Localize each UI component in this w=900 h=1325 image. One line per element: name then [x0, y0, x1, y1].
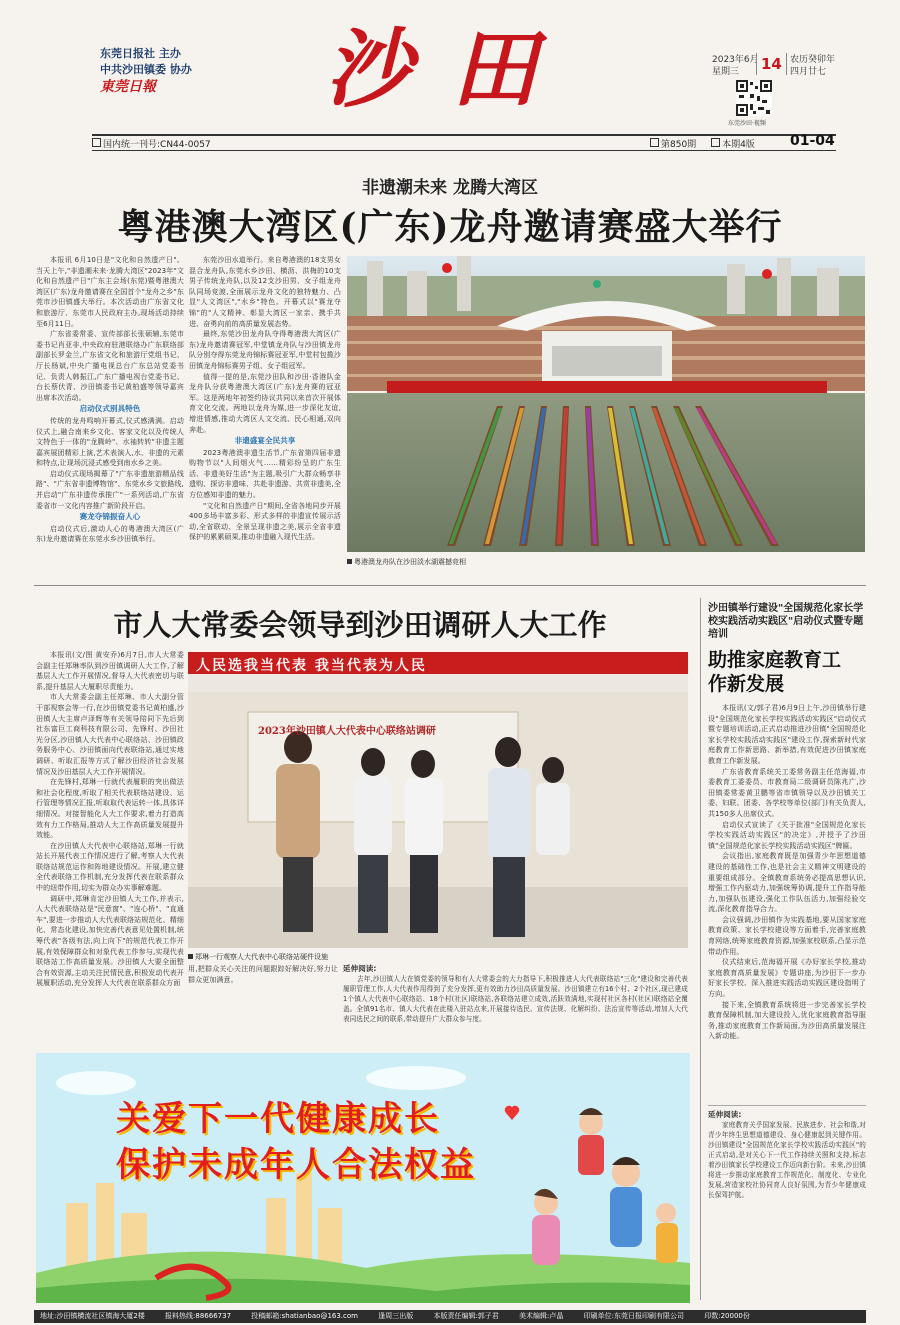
page-range: 01-04: [790, 133, 835, 149]
side-column-divider: [700, 598, 701, 1300]
footer-schedule: 逢周三出版: [378, 1312, 414, 1320]
public-service-ad: [36, 1053, 690, 1303]
lead-col1-p4: 启动仪式现场揭幕了"广东非遗旅游精品线路"、"广东省非遗博物馆"、东莞水乡文旅路线,并启动"广东非遗传承推广"一系列活动,广东省委省市一文化内容推广新阶段开启。: [36, 469, 184, 510]
side-p5: 会议强调,沙田镇作为实践基地,要从国家家庭教育政策、家长学校建设等方面着手,完善家庭教育网络,统筹家庭教育资源,加强家校联系,凸显示范带动作用。: [708, 915, 866, 956]
lead-subhead-1: 启动仪式别具特色: [79, 404, 141, 414]
qr-caption: 东莞沙田·视频: [728, 120, 766, 127]
side-p4: 会议指出,家庭教育既是加强青少年思想道德建设的基础性工作,也是社会主义精神文明建设的重要组成部分。全镇教育系统务必提高思想认识,增强工作内驱动力,加强统筹协调,提升工作指导能力,加强队伍建设,强化工作队伍活力,加强经验交流,深化教育指导合力。: [708, 852, 866, 914]
lead-col1-p2: 广东省委常委、宣传部部长张硕辅,东莞市委书记肖亚非,中央政府驻港联络办广东联络部副部长罗金兰,广东省文化和旅游厅党组书记、厅长杨斌,中央广播电视总台广东总站党委书记、负责人韩振江,广东广播电视台党委书记、台长蔡伏青、沙田镇委书记黄柏盛等领导嘉宾出席本次活动。: [36, 330, 184, 402]
side-p1: 本报讯(文/郭子君)6月9日上午,沙田镇举行建设"全国规范化家长学校实践活动实践区"启动仪式暨专题培训活动,正式启动推进沙田镇"全国规范化家长学校实践活动实践区"建设工作,探索新时代家庭教育工作新思路、新举措,有效促进沙田镇家庭教育工作新发展。: [708, 704, 866, 765]
caption-marker-icon: [188, 954, 193, 959]
npc-p1: 本报讯(文/图 黄安乔)6月7日,市人大常委会副主任郑琳率队到沙田镇调研人大工作,了解基层人大工作开展情况,督导人大代表密切与联系,提升基层人大履职尽责能力。: [36, 651, 184, 691]
npc-photo-banner-2: 2023年沙田镇人大代表中心联络站调研: [258, 726, 436, 737]
lunar-day: 四月廿七: [790, 67, 827, 77]
serial-box-icon: [92, 138, 101, 147]
date-month: 2023年6月: [712, 55, 759, 65]
date-block: [712, 54, 759, 78]
side-p7: 接下来,全镇教育系统将进一步完善家长学校教育保障机制,加大建设投入,优化家庭教育指导服务,推动家庭教育工作新局面,为沙田高质量发展注入新动能。: [708, 1000, 866, 1041]
lead-col2-p3: 值得一提的是,东莞沙田队和沙田·香港队金龙舟队分获粤港澳大湾区(广东)龙舟赛的冠亚军。这是两地年初签约协议共同以来首次开展体育文化交流。两地以龙舟为媒,进一步深化友谊,增进情感,推动大湾区人文交流、民心相通,双向奔赴。: [189, 372, 341, 434]
npc-p5: 调研中,郑琳肯定沙田镇人大工作,并表示,人大代表联络站是"民意窗"、"连心桥"、"直通车",要进一步推动人大代表联络站规范化、精细化、常态化建设,加快完善代表意见处置机制,统筹代表"各级有法,向上向下"的规范代表工作开展,有效保障群众和对象代表工作参与,实现代表联络站工作高质量发展。沙田镇人大要全面整合有效资源,主动关注民情民意,积极发动代表开展履职活动,充分发挥人大代表在联系群众方面: [36, 894, 184, 988]
side-note-text: 家庭教育关乎国家发展、民族进步、社会和谐,对青少年终生思想道德建设、身心健康起到关键作用。沙田镇建设"全国规范化家长学校实践活动实践区"的正式启动,是对关心下一代工作持续关照和支持,标志着沙田镇家长学校建设工作迈向新台阶。未来,沙田镇将进一步推动家庭教育工作规范化、制度化、专业化发展,营造家校社协同育人良好氛围,为青少年健康成长保驾护航。: [708, 1121, 866, 1199]
lead-subhead-2: 赛龙夺锦振奋人心: [79, 512, 141, 522]
lead-kicker: 非遗潮未来 龙腾大湾区: [362, 178, 538, 198]
side-p6: 仪式结束后,范海福开展《办好家长学校,推动家庭教育高质量发展》专题讲座,为沙田下一步办好家长学校、深入推进实践活动实践区建设指明了方向。: [708, 958, 866, 999]
npc-column-1: [36, 650, 184, 1050]
lead-col2-p5: "文化和自然遗产日"期间,全省各地同步开展400多场丰富多彩、形式多样的非遗宣传展示活动,全省联动、全景呈现非遗之美,展示全省非遗保护的累累硕果,推动非遗融入现代生活。: [189, 501, 341, 542]
npc-note-title: 延伸阅读:: [343, 964, 377, 973]
footer-email[interactable]: 投稿邮箱:shatianbao@163.com: [251, 1312, 358, 1320]
side-note-box: [708, 1110, 866, 1300]
dragon-boat-photo: [347, 256, 865, 552]
ad-line-2: 保护未成年人合法权益: [116, 1145, 476, 1185]
lead-col2-p1: 东莞沙田水道举行。来自粤港澳的18支男女混合龙舟队,东莞水乡沙田、横沥、洪梅的10支男子传统龙舟队,以及12支沙田男、女子组龙舟队同场竞渡,全面展示龙舟文化的独特魅力、凸显"人文湾区","水乡"特色。开幕式以"赛龙夺锦"的"人文精神、彰显大湾区一家亲、携手共进、奋勇向前的高质量发展态势。: [189, 256, 341, 328]
footer-hotline: 报料热线:88666737: [165, 1312, 232, 1320]
npc-p2: 市人大常委会副主任郑琳、市人大副分管干部视察会等一行,在沙田镇党委书记黄柏盛,沙田镇人大主席卢泽辉等有关领导陪同下先后到社东富巨工商科技有限公司、先锋村、沙田社光分区,沙田镇人大代表中心联络站、沙田镇政务服务中心、沙田镇面向代表联络站,通过实地调研、听取汇报等方式了解沙田经济社会发展情况及沙田基层人大工作开展情况。: [36, 693, 184, 776]
date-day: 14: [756, 53, 787, 75]
lead-subhead-3: 非遗盛宴全民共享: [234, 436, 296, 446]
npc-photo-caption: 郑琳一行观察人大代表中心联络站硬件设施: [195, 953, 328, 961]
issue-number: 第850期: [661, 140, 697, 150]
qr-code[interactable]: [736, 80, 772, 116]
footer-print-count: 印数:20000份: [704, 1312, 750, 1320]
npc-visit-photo: [188, 652, 688, 948]
caption-marker-icon: [347, 559, 352, 564]
lead-col1-p1: 本报讯 6月10日是"文化和自然遗产日"。当天上午,"非遗潮未来·龙腾大湾区"2023年"文化和自然遗产日"广东主会场(东莞)暨粤港澳大湾区(广东)龙舟邀请赛在全国首个"龙舟之乡"东莞市沙田镇盛大举行。本次活动由广东省文化和旅游厅、东莞市人民政府主办,现场活动持续至6月11日。: [36, 256, 184, 328]
serial-block: [92, 137, 211, 150]
lead-photo-caption-block: [347, 557, 466, 567]
lead-column-1: [36, 255, 184, 573]
side-note-rule: [708, 1105, 866, 1106]
lead-col2-p4: 2023粤港澳非遗生活节,广东省第四届非遗购物节以"人间烟火气……精彩纷呈的广东生活、非遗美好生活"为主题,吸引广大群众畅享非遗购、探访非遗味、共赴非遗游、共赏非遗美,全方位感知非遗的魅力。: [189, 448, 341, 500]
lead-headline: 粤港澳大湾区(广东)龙舟邀请赛盛大举行: [117, 206, 783, 248]
lead-col1-p5: 启动仪式后,激动人心的粤港澳大湾区(广东)龙舟邀请赛在东莞水乡沙田镇举行。: [36, 524, 184, 544]
side-kicker: 沙田镇举行建设"全国规范化家长学校实践活动实践区"启动仪式暨专题培训: [708, 603, 864, 640]
masthead-rule-top: [92, 134, 836, 136]
pages-box-icon: [711, 138, 720, 147]
npc-photo-banner-1: 人民选我当代表 我当代表为人民: [196, 658, 427, 674]
footer-address: 地址:沙田镇横流社区镇海大厦2楼: [40, 1312, 145, 1320]
npc-p4: 在沙田镇人大代表中心联络站,郑琳一行就站长开展代表工作情况进行了解,考察人大代表联络站规范运作和阵地建设情况。开展,建立健全代表联络工作机制,充分发挥代表在联系群众中的纽带作用,切实为群众办实事解难题。: [36, 841, 184, 893]
weekday: 星期三: [712, 67, 740, 77]
lead-col2-p2: 最终,东莞沙田龙舟队夺得粤港澳大湾区(广东)龙舟邀请赛冠军,中堂镇龙舟队与沙田镇龙舟队分别夺得东莞龙舟锦标赛冠亚军,中堂村包揽沙田镇龙舟锦标赛男子组、女子组冠军。: [189, 330, 341, 370]
npc-headline: 市人大常委会领导到沙田调研人大工作: [113, 608, 607, 642]
section-divider: [34, 585, 866, 586]
side-p3: 启动仪式宣读了《关于批准"全国规范化家长学校实践活动实践区"的决定》,并授予了沙田镇"全国规范化家长学校实践活动实践区"牌匾。: [708, 820, 866, 850]
side-column: [708, 703, 866, 1099]
issue-box-icon: [650, 138, 659, 147]
side-note-title: 延伸阅读:: [708, 1110, 742, 1119]
npc-note-text: 去年,沙田镇人大在镇党委的领导和有人大常委会的大力指导下,积极推进人大代表联络站"三化"建设和完善代表履职管理工作,人大代表作用得到了充分发挥,更有效助力沙田高质量发展。沙田镇建立有16个村、2个社区,现已建成1个镇人大代表中心联络站、18个村(社区)联络站,各联络站建立成效,活跃效满地,实现村社区各村(社区)联络站全覆盖。全镇91名市、镇人大代表在此楼入驻站点来,开展接待选民、宣传法规、化解纠纷、法治宣传等活动,增加人大代表同选民之间的联系,带动提升广大群众参与度。: [343, 975, 688, 1023]
masthead-rule-bottom: [92, 150, 836, 151]
dg-daily-logo: 東莞日報: [100, 79, 156, 95]
footer-printer: 印刷单位:东莞日报印刷有限公司: [583, 1312, 684, 1320]
footer-bar: [34, 1310, 866, 1323]
side-headline: 助推家庭教育工作新发展: [708, 649, 842, 695]
issue-block: [650, 137, 755, 150]
lead-column-2: [189, 255, 341, 573]
npc-p3: 在先锋村,郑琳一行就代表履职的突出做法和社会化程度,听取了相关代表联络站建设、运行管理等情况汇报,听取取代表运转一体,具体详细情况。对接智能化人大工作要求,着力打造高效有力工作格局,推动人大工作高质量发展提升效能。: [36, 778, 184, 840]
serial-number: 国内统一刊号:CN44-0057: [103, 140, 211, 150]
masthead-title: 沙田: [325, 19, 577, 120]
npc-photo-caption-block: [188, 952, 328, 962]
publisher-line2: 中共沙田镇委 协办: [100, 63, 192, 76]
ad-line-1: 关爱下一代健康成长: [116, 1099, 440, 1139]
lunar-block: [790, 54, 835, 78]
lead-col1-p3: 传统的龙舟鸣响开幕式,仪式感满满。启动仪式上,融合南来乡文化、客家文化以及传统人文特色于一体的"龙腾岭"、水袖转转"非遗主题嘉宾展团精彩上演,艺术表演人,水、非遗的元素和特点,让现场沉浸式感受到南水乡之美。: [36, 416, 184, 468]
lunar-year: 农历癸卯年: [790, 55, 836, 65]
npc-note-box: [343, 964, 688, 1046]
publisher-line1: 东莞日报社 主办: [100, 47, 181, 60]
npc-column-2: [188, 964, 338, 1044]
publisher-block: [100, 46, 192, 95]
lead-photo-caption: 粤港澳龙舟队在沙田淡水湖震撼竞相: [354, 558, 466, 566]
side-p2: 广东省教育系统关工委常务副主任范海福,市委教育工委委员、市教育局二级调研员陈兆广,沙田镇委常委黄卫鹏等省市镇领导以及沙田镇关工委、妇联、团委、各学校等单位(部门)有关负责人,共150多人出席仪式。: [708, 767, 866, 818]
footer-editor: 本版责任编辑:郭子君: [433, 1312, 499, 1320]
npc-p6: 用,把群众关心关注的问题跟踪好解决好,努力让群众更加满意。: [188, 965, 338, 984]
footer-art-editor: 美术编辑:卢晶: [519, 1312, 564, 1320]
page-count: 本期4版: [722, 140, 755, 150]
qr-code-icon: [736, 80, 772, 116]
